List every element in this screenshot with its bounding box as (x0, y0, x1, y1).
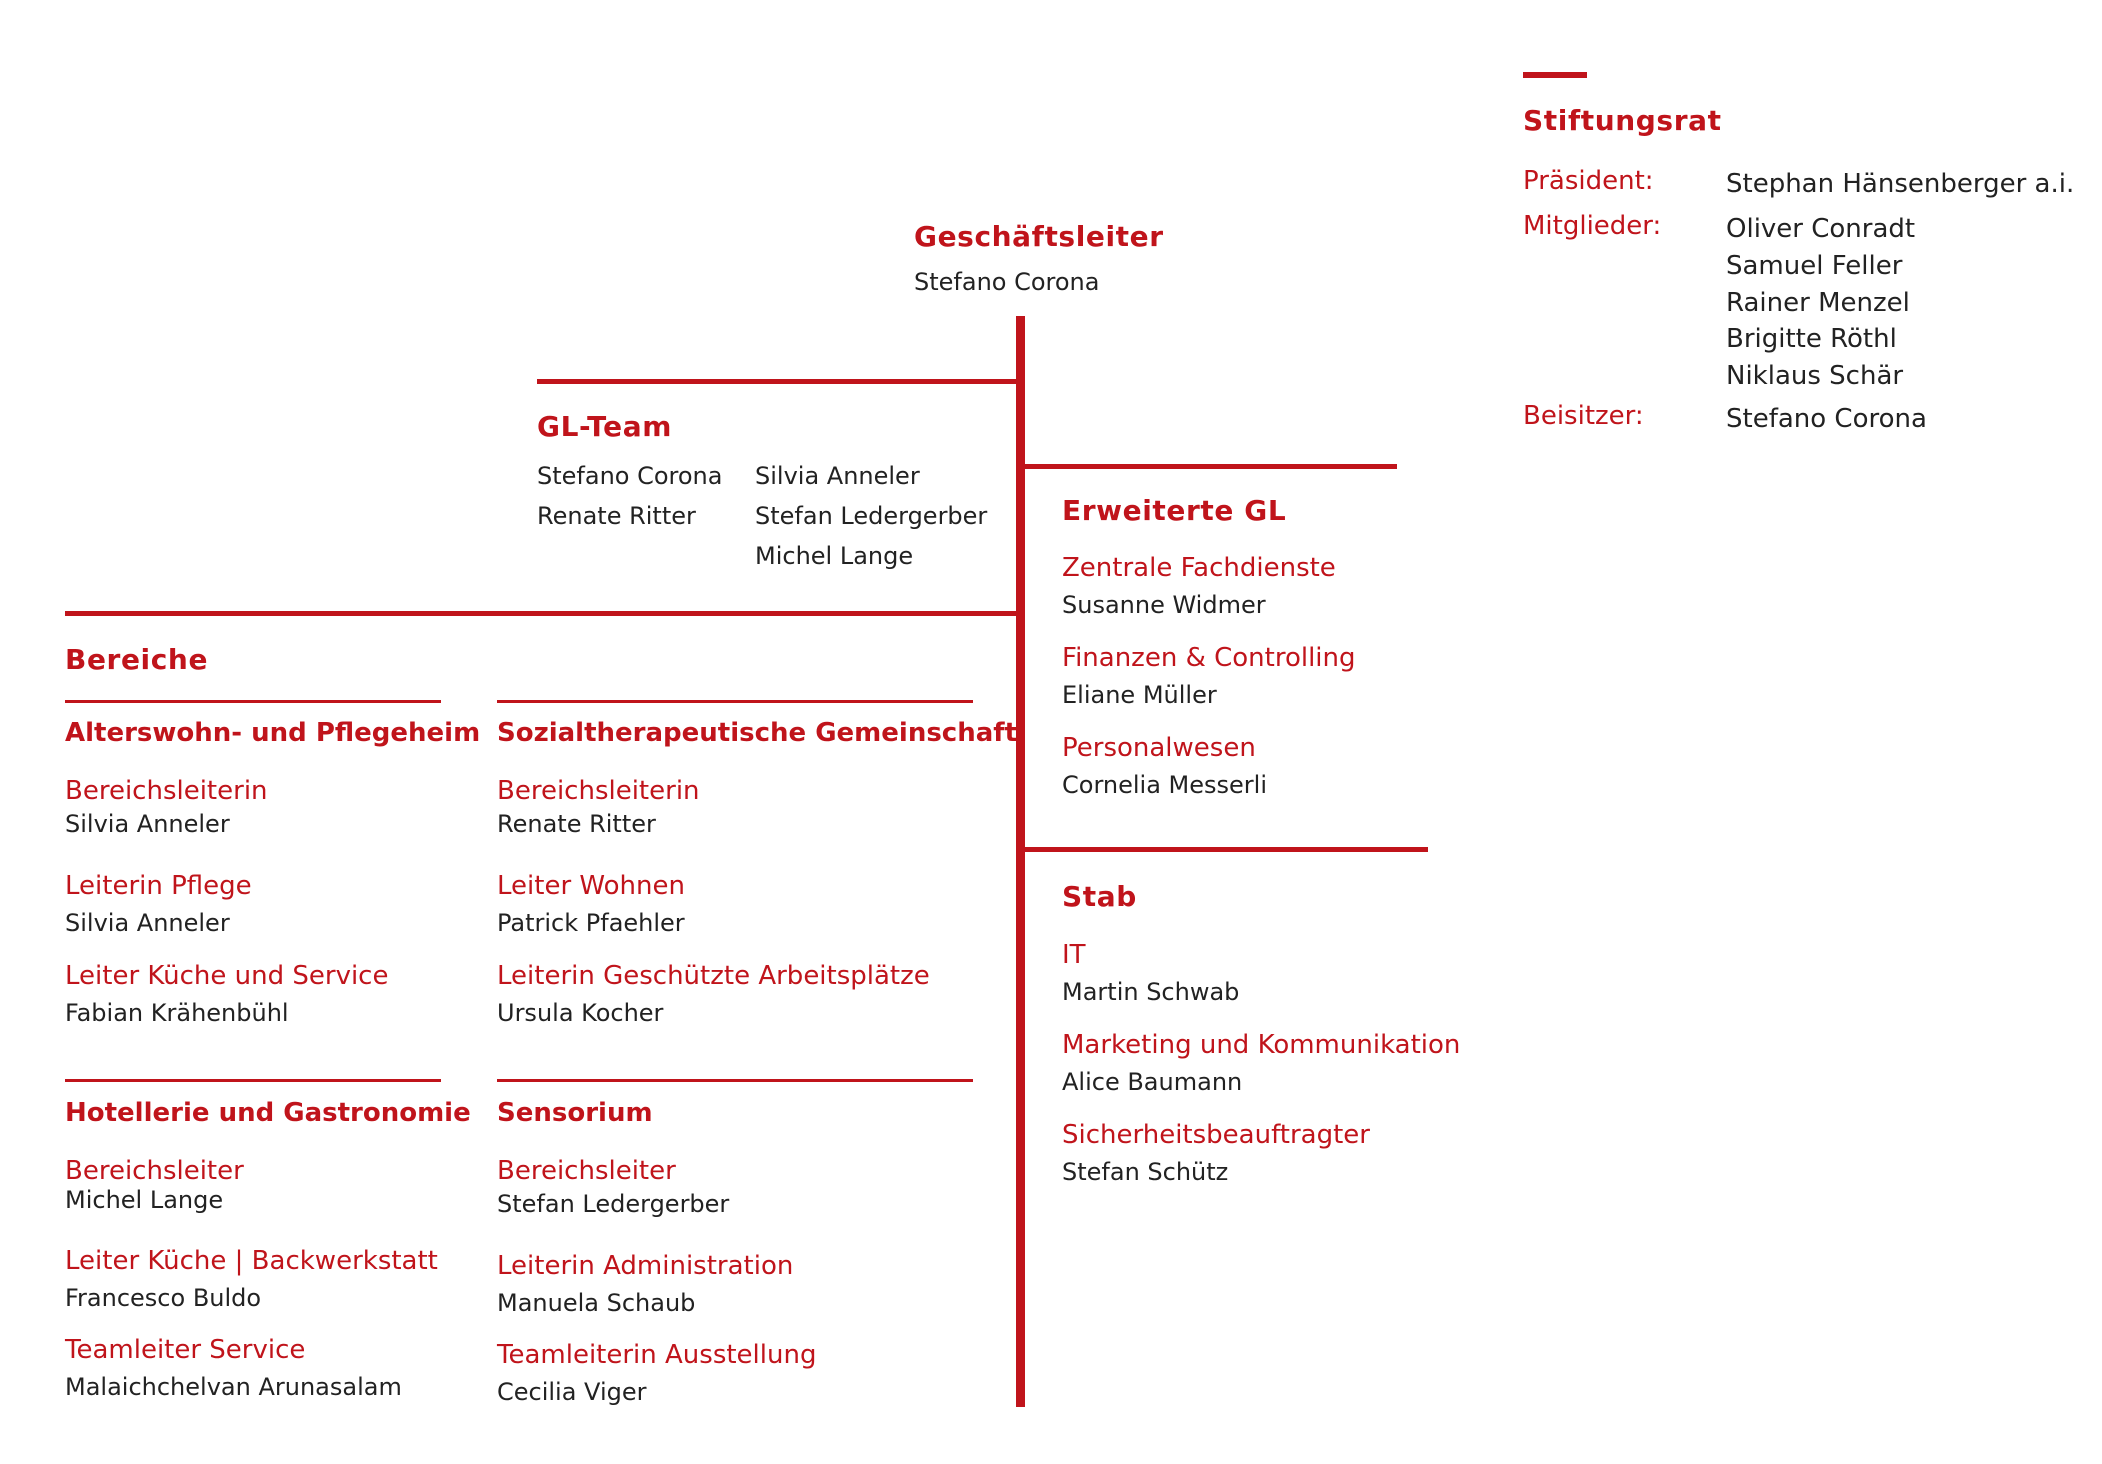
group-divider (65, 1079, 441, 1082)
stab-connector (1020, 847, 1428, 852)
group-unit (497, 871, 685, 937)
stiftungsrat-accent-bar (1523, 72, 1587, 78)
main-vertical-connector (1016, 316, 1025, 1407)
group-title: Alterswohn- und Pflegeheim (65, 718, 481, 748)
unit-name: Francesco Buldo (65, 1284, 262, 1312)
gl-team-member: Stefano Corona (537, 462, 723, 490)
stiftungsrat-member: Niklaus Schär (1726, 361, 1904, 392)
unit-role: Teamleiterin Ausstellung (497, 1340, 817, 1370)
unit-name: Alice Baumann (1062, 1068, 1243, 1096)
group-unit (65, 1335, 402, 1401)
group-unit (65, 776, 268, 838)
unit-role: Finanzen & Controlling (1062, 643, 1356, 673)
group-divider (497, 1079, 973, 1082)
stiftungsrat-member: Oliver Conradt (1726, 214, 1916, 244)
erweiterte-gl-unit (1062, 733, 1267, 799)
gl-team-member: Michel Lange (755, 542, 914, 570)
unit-name: Silvia Anneler (65, 810, 230, 838)
stiftungsrat-label: Präsident: (1523, 166, 1654, 196)
unit-role: Bereichsleiter (65, 1156, 244, 1186)
unit-name: Patrick Pfaehler (497, 909, 685, 937)
stab-unit (1062, 1030, 1460, 1096)
unit-name: Ursula Kocher (497, 999, 664, 1027)
erweiterte-gl-unit (1062, 553, 1336, 619)
group-unit (497, 1340, 816, 1406)
unit-name: Manuela Schaub (497, 1289, 696, 1317)
stiftungsrat-member: Rainer Menzel (1726, 287, 1910, 318)
group-unit (65, 961, 388, 1027)
erweiterte-gl-unit (1062, 643, 1356, 709)
group-title: Sensorium (497, 1098, 653, 1128)
gl-team-member: Renate Ritter (537, 502, 696, 530)
stab-unit (1062, 940, 1239, 1006)
bereiche-title: Bereiche (65, 643, 209, 676)
unit-name: Stefan Ledergerber (497, 1190, 730, 1218)
unit-name: Martin Schwab (1062, 978, 1240, 1006)
unit-name: Cornelia Messerli (1062, 771, 1267, 799)
unit-role: Leiter Küche und Service (65, 961, 389, 991)
unit-name: Stefan Schütz (1062, 1158, 1229, 1186)
unit-role: Teamleiter Service (65, 1335, 306, 1365)
group-divider (65, 700, 441, 703)
unit-name: Michel Lange (65, 1186, 224, 1214)
unit-role: Sicherheitsbeauftragter (1062, 1120, 1370, 1150)
unit-role: Bereichsleiterin (65, 776, 268, 806)
gl-team-member: Silvia Anneler (755, 462, 920, 490)
stab-title: Stab (1062, 880, 1137, 913)
geschaeftsleiter-name: Stefano Corona (914, 268, 1100, 296)
group-unit (65, 871, 252, 937)
erweiterte-gl-title: Erweiterte GL (1062, 494, 1287, 527)
unit-role: Personalwesen (1062, 733, 1256, 763)
stiftungsrat-label: Beisitzer: (1523, 401, 1644, 431)
group-unit (65, 1156, 244, 1214)
gl-team-title: GL-Team (537, 410, 672, 443)
gl-team-member: Stefan Ledergerber (755, 502, 988, 530)
group-unit (497, 961, 930, 1027)
unit-role: Leiter Küche | Backwerkstatt (65, 1246, 438, 1276)
unit-name: Malaichchelvan Arunasalam (65, 1373, 402, 1401)
geschaeftsleiter-title: Geschäftsleiter (914, 220, 1164, 253)
stiftungsrat-names (1726, 401, 1927, 438)
group-divider (497, 700, 973, 703)
unit-name: Silvia Anneler (65, 909, 230, 937)
stiftungsrat-label: Mitglieder: (1523, 211, 1662, 241)
group-unit (65, 1246, 438, 1312)
unit-role: Marketing und Kommunikation (1062, 1030, 1461, 1060)
unit-role: Zentrale Fachdienste (1062, 553, 1336, 583)
unit-role: Bereichsleiter (497, 1156, 676, 1186)
stiftungsrat-member: Brigitte Röthl (1726, 324, 1897, 355)
unit-name: Eliane Müller (1062, 681, 1217, 709)
unit-role: Leiterin Geschützte Arbeitsplätze (497, 961, 930, 991)
unit-name: Renate Ritter (497, 810, 656, 838)
group-title: Hotellerie und Gastronomie (65, 1098, 471, 1128)
unit-role: Leiterin Administration (497, 1251, 794, 1281)
unit-role: IT (1062, 940, 1086, 970)
unit-name: Cecilia Viger (497, 1378, 647, 1406)
unit-role: Bereichsleiterin (497, 776, 700, 806)
stiftungsrat-names (1726, 166, 2074, 203)
unit-role: Leiterin Pflege (65, 871, 252, 901)
stiftungsrat-member: Stefano Corona (1726, 404, 1927, 434)
unit-name: Susanne Widmer (1062, 591, 1266, 619)
erweiterte-gl-connector (1020, 464, 1397, 469)
stiftungsrat-title: Stiftungsrat (1523, 104, 1722, 137)
unit-role: Leiter Wohnen (497, 871, 685, 901)
group-unit (497, 776, 700, 838)
group-title: Sozialtherapeutische Gemeinschaft (497, 718, 1018, 748)
gl-team-connector (537, 379, 1020, 384)
stiftungsrat-member: Samuel Feller (1726, 250, 1903, 281)
unit-name: Fabian Krähenbühl (65, 999, 289, 1027)
stiftungsrat-names (1726, 211, 1915, 395)
stab-unit (1062, 1120, 1370, 1186)
bereiche-connector (65, 611, 1020, 616)
group-unit (497, 1156, 729, 1218)
group-unit (497, 1251, 793, 1317)
stiftungsrat-member: Stephan Hänsenberger a.i. (1726, 169, 2075, 199)
